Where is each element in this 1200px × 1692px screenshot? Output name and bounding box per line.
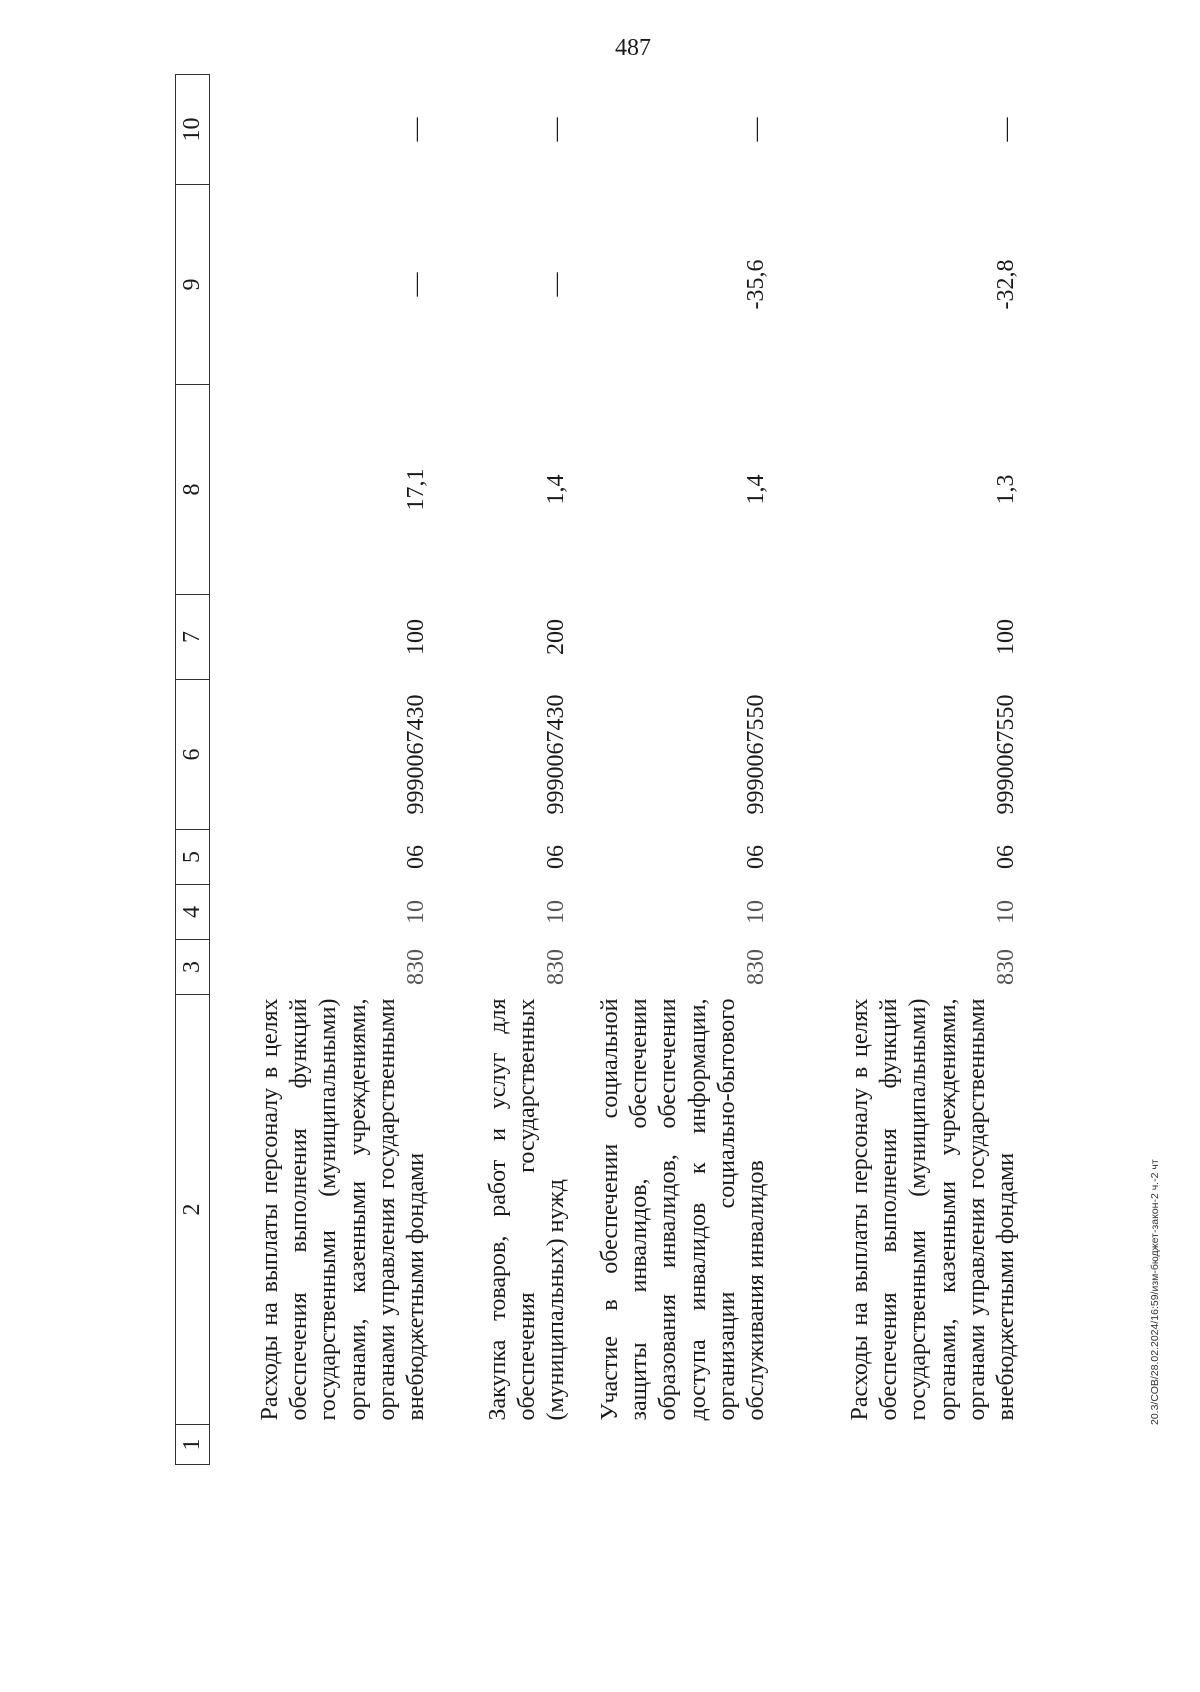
cell-col3: 830 [403, 949, 430, 985]
table-row [572, 75, 772, 1465]
cell-col5: 06 [993, 845, 1020, 869]
cell-col7: 100 [403, 619, 430, 655]
cell-col6: 9990067430 [403, 694, 430, 815]
header-col-10: 10 [176, 75, 210, 185]
cell-col9: — [543, 272, 570, 297]
cell-col8: 1,4 [743, 474, 770, 505]
header-col-9: 9 [176, 185, 210, 385]
cell-col3: 830 [743, 949, 770, 985]
cell-col8: 1,3 [993, 474, 1020, 505]
cell-col10: — [543, 117, 570, 142]
cell-col6: 9990067430 [543, 694, 570, 815]
description-text: Участие в обеспечении социальной защиты инвалидов, обеспечении образования инвалидов, обеспечении доступа инвалидов к информации, организации социально-бытового обслуживания инвалидов [596, 998, 770, 1421]
header-row [176, 75, 210, 1465]
cell-col1 [432, 1425, 572, 1465]
cell-col9: — [403, 272, 430, 297]
header-col-4: 4 [176, 885, 210, 940]
header-col-8: 8 [176, 385, 210, 595]
cell-col10: — [403, 117, 430, 142]
cell-col1 [772, 1425, 1022, 1465]
budget-table [175, 74, 1022, 1465]
header-col-1: 1 [176, 1425, 210, 1465]
cell-col6: 9990067550 [993, 694, 1020, 815]
table-row [432, 75, 572, 1465]
table-row [772, 75, 1022, 1465]
cell-col9: -35,6 [743, 259, 770, 310]
page-number: 487 [615, 35, 651, 61]
description-text: Расходы на выплаты персоналу в целях обеспечения выполнения функций государственными (муниципальными) органами, казенными учреждениями, органами управления государственными внебюджетными фондами [256, 998, 430, 1421]
cell-col9: -32,8 [993, 259, 1020, 310]
cell-description [772, 995, 1022, 1425]
cell-col5: 06 [543, 845, 570, 869]
cell-col7: 200 [543, 619, 570, 655]
cell-col4: 10 [993, 900, 1020, 924]
cell-col10: — [743, 117, 770, 142]
header-col-5: 5 [176, 830, 210, 885]
document-code-text: 20.3/СОВ/28.02.2024/16:59/изм-бюджет-закон-2 ч.-2 чт [1149, 1159, 1161, 1425]
cell-col5: 06 [403, 845, 430, 869]
cell-col3: 830 [543, 949, 570, 985]
cell-col4: 10 [543, 900, 570, 924]
cell-col7 [572, 595, 772, 680]
cell-col1 [210, 1425, 432, 1465]
table-row [210, 75, 432, 1465]
header-col-2: 2 [176, 995, 210, 1425]
header-col-7: 7 [176, 595, 210, 680]
header-col-6: 6 [176, 680, 210, 830]
cell-col1 [572, 1425, 772, 1465]
cell-description [210, 995, 432, 1425]
description-text: Расходы на выплаты персоналу в целях обеспечения выполнения функций государственными (муниципальными) органами, казенными учреждениями, органами управления государственными внебюджетными фондами [846, 998, 1020, 1421]
header-col-3: 3 [176, 940, 210, 995]
cell-col10: — [993, 117, 1020, 142]
cell-col8: 17,1 [403, 468, 430, 511]
cell-col5: 06 [743, 845, 770, 869]
cell-col4: 10 [403, 900, 430, 924]
cell-col4: 10 [743, 900, 770, 924]
cell-col8: 1,4 [543, 474, 570, 505]
cell-description [572, 995, 772, 1425]
cell-col3: 830 [993, 949, 1020, 985]
cell-col7: 100 [993, 619, 1020, 655]
rotated-table-frame [175, 75, 1095, 1465]
cell-col6: 9990067550 [743, 694, 770, 815]
rotated-table-content [175, 75, 1095, 1465]
description-text: Закупка товаров, работ и услуг для обеспечения государственных (муниципальных) нужд [484, 998, 570, 1421]
cell-description [432, 995, 572, 1425]
document-code [1148, 85, 1162, 1425]
